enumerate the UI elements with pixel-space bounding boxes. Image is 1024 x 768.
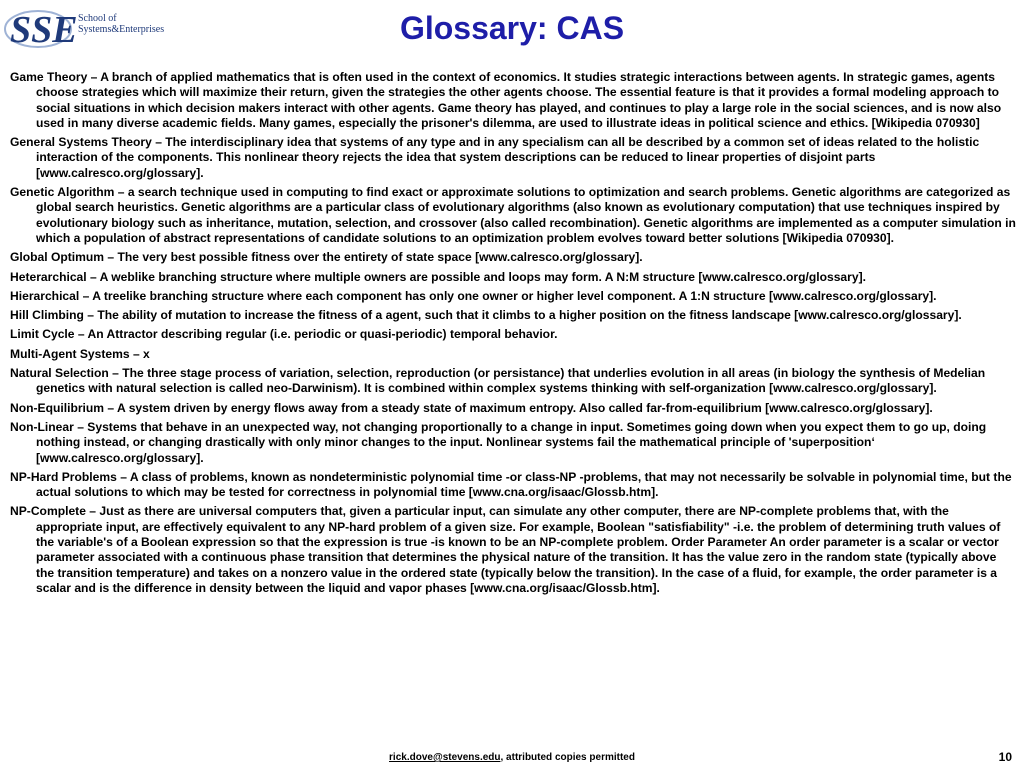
glossary-entry-multi-agent-systems: Multi-Agent Systems – x bbox=[10, 346, 150, 361]
glossary-entry-hill-climbing: Hill Climbing – The ability of mutation to increase the fitness of a agent, such that it climbs to a higher position on the fitness landscape [www.calresco.org/glossary]. bbox=[10, 308, 962, 323]
footer bbox=[0, 752, 1024, 763]
glossary-entry-np-hard-problems: NP-Hard Problems – A class of problems, known as nondeterministic polynomial time -or class-NP -problems, that may not necessarily be solvable in polynomial time, but the actual solutions to which may be tested for correctness in polynomial time [www.cna.org/isaac/Glossb.htm]. bbox=[10, 469, 1012, 500]
glossary-entry-np-complete: NP-Complete – Just as there are universal computers that, given a particular input, can simulate any other computer, there are NP-complete problems that, with the appropriate input, are effectively equivalent to any NP-hard problem of a given size. For example, Boolean "satisfiability" -i.e. the problem of determining truth values of the variable's of a Boolean expression so that the expression is true -is known to be an NP-complete problem. Order Parameter An order parameter is a scalar or vector parameter associated with a continuous phase transition that determines the physical nature of the transition. It has the value zero in the random state (typically above the transition temperature) and takes on a nonzero value in the ordered state (typically below the transition). In the case of a fluid, for example, the order parameter is a scalar and is the difference in density between the liquid and vapor phases [www.cna.org/isaac/Glossb.htm]. bbox=[10, 504, 1001, 595]
page-title: Glossary: CAS bbox=[399, 10, 625, 46]
page-number: 10 bbox=[998, 750, 1012, 764]
glossary-entry-heterarchical: Heterarchical – A weblike branching structure where multiple owners are possible and loops may form. A N:M structure [www.calresco.org/glossary]. bbox=[10, 269, 866, 284]
glossary-entry-non-linear: Non-Linear – Systems that behave in an unexpected way, not changing proportionally to a change in input. Sometimes going down when you expect them to go up, doing nothing instead, or changing drastically with only minor changes to the input. Nonlinear systems fail the mathematical principle of 'superposition‘ [www.calresco.org/glossary]. bbox=[10, 419, 987, 465]
logo-subtitle-line1: School of bbox=[78, 13, 117, 24]
glossary-entry-genetic-algorithm: Genetic Algorithm – a search technique used in computing to find exact or approximate solutions to optimization and search problems. Genetic algorithms are categorized as global search heuristics. Genetic algorithms are a particular class of evolutionary algorithms (also known as evolutionary computation) that use techniques inspired by evolutionary biology such as inheritance, mutation, selection, and crossover (also called recombination). Genetic algorithms are implemented as a computer simulation in which a population of abstract representations of candidate solutions to an optimization problem evolves toward better solutions [Wikipedia 070930]. bbox=[10, 185, 1016, 245]
glossary-entry-non-equilibrium: Non-Equilibrium – A system driven by energy flows away from a steady state of maximum entropy. Also called far-from-equilibrium [www.calresco.org/glossary]. bbox=[10, 400, 933, 415]
glossary-entry-global-optimum: Global Optimum – The very best possible fitness over the entirety of state space [www.calresco.org/glossary]. bbox=[10, 250, 643, 265]
author-email-link[interactable]: rick.dove@stevens.edu bbox=[389, 752, 501, 763]
glossary-entry-natural-selection: Natural Selection – The three stage process of variation, selection, reproduction (or persistance) that underlies evolution in all areas (in biology the synthesis of Medelian genetics with natural selection is called neo-Darwinism). It is combined within complex systems thinking with self-organization [www.calresco.org/glossary]. bbox=[10, 366, 986, 396]
footer-note: , attributed copies permitted bbox=[500, 752, 635, 763]
glossary-entry-general-systems-theory: General Systems Theory – The interdisciplinary idea that systems of any type and in any specialism can all be described by a common set of ideas related to the holistic interaction of the components. This nonlinear theory rejects the idea that system descriptions can be reduced to linear properties of disjoint parts [www.calresco.org/glossary]. bbox=[10, 135, 980, 180]
logo-letters: SSE bbox=[10, 9, 78, 51]
glossary-entry-limit-cycle: Limit Cycle – An Attractor describing regular (i.e. periodic or quasi-periodic) temporal behavior. bbox=[10, 327, 558, 342]
glossary-entry-hierarchical: Hierarchical – A treelike branching structure where each component has only one owner or higher level component. A 1:N structure [www.calresco.org/glossary]. bbox=[10, 288, 937, 303]
glossary-list bbox=[10, 70, 1016, 600]
glossary-entry-game-theory: Game Theory – A branch of applied mathematics that is often used in the context of economics. It studies strategic interactions between agents. In strategic games, agents choose strategies which will maximize their return, given the strategies the other agents choose. The essential feature is that it provides a formal modeling approach to social situations in which decision makers interact with other agents. Game theory has played, and continues to play a large role in the social sciences, and is now also used in many diverse academic fields. Many games, especially the prisoner's dilemma, are used to illustrate ideas in political science and ethics. [Wikipedia 070930] bbox=[10, 70, 1002, 130]
logo-subtitle-line2: Systems&Enterprises bbox=[78, 24, 165, 35]
